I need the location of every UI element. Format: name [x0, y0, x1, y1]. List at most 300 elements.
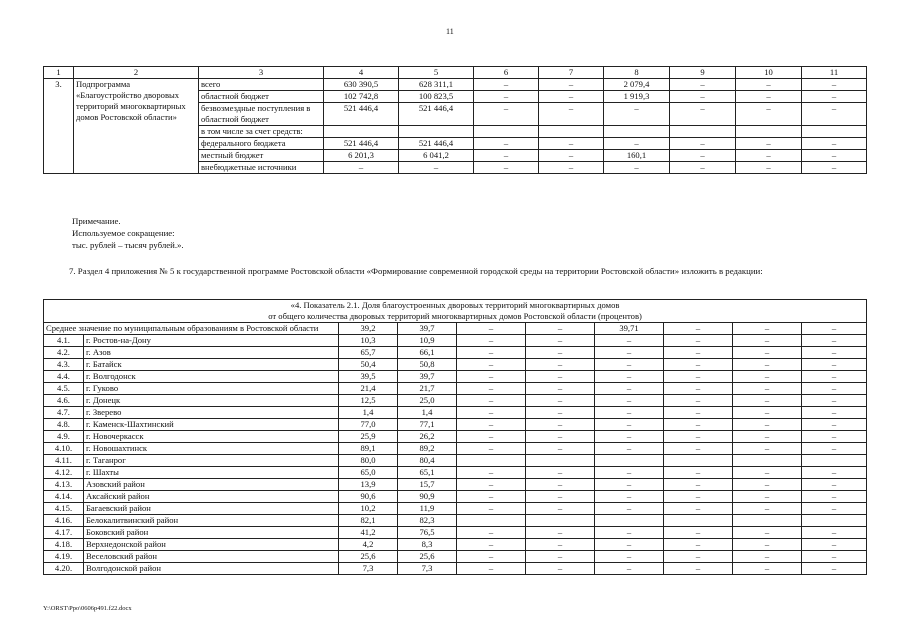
budget-cell: – — [604, 103, 670, 126]
municipality-name: г. Азов — [84, 347, 339, 359]
municipality-name: г. Шахты — [84, 467, 339, 479]
value-cell: 89,2 — [398, 443, 457, 455]
row-number: 4.10. — [44, 443, 84, 455]
budget-cell: 521 446,4 — [324, 103, 399, 126]
average-row — [44, 323, 867, 335]
funding-source: всего — [199, 79, 324, 91]
row-number: 4.11. — [44, 455, 84, 467]
indicator-title — [44, 300, 867, 323]
value-cell — [457, 515, 526, 527]
value-cell: – — [526, 539, 595, 551]
budget-cell — [670, 126, 736, 138]
value-cell: – — [595, 395, 664, 407]
value-cell: – — [733, 563, 802, 575]
value-cell: – — [457, 563, 526, 575]
table-row — [44, 443, 867, 455]
value-cell: – — [595, 491, 664, 503]
value-cell: – — [733, 527, 802, 539]
value-cell: – — [664, 431, 733, 443]
column-number: 4 — [324, 67, 399, 79]
value-cell — [595, 515, 664, 527]
value-cell: 10,3 — [339, 335, 398, 347]
value-cell: – — [526, 431, 595, 443]
value-cell: – — [457, 479, 526, 491]
budget-cell: – — [802, 150, 867, 162]
value-cell: – — [802, 551, 867, 563]
value-cell: – — [802, 479, 867, 491]
value-cell: – — [457, 551, 526, 563]
value-cell: 82,1 — [339, 515, 398, 527]
budget-cell: – — [474, 91, 539, 103]
file-path-footer: Y:\ORST\Ppo\0606p491.f22.docx — [43, 605, 132, 612]
value-cell: – — [595, 527, 664, 539]
budget-cell: – — [670, 138, 736, 150]
row-number: 4.5. — [44, 383, 84, 395]
budget-cell: – — [670, 79, 736, 91]
value-cell: – — [733, 335, 802, 347]
budget-cell: – — [670, 162, 736, 174]
budget-cell — [399, 126, 474, 138]
value-cell: – — [802, 407, 867, 419]
funding-source: безвозмездные поступления в областной бюджет — [199, 103, 324, 126]
header-row — [44, 67, 867, 79]
column-number: 6 — [474, 67, 539, 79]
budget-cell — [802, 126, 867, 138]
value-cell: 7,3 — [339, 563, 398, 575]
table-row — [44, 335, 867, 347]
budget-cell: 628 311,1 — [399, 79, 474, 91]
budget-cell: – — [399, 162, 474, 174]
value-cell: – — [595, 431, 664, 443]
budget-cell: – — [670, 91, 736, 103]
row-number: 4.1. — [44, 335, 84, 347]
value-cell: – — [457, 527, 526, 539]
value-cell: – — [802, 371, 867, 383]
budget-cell: 521 446,4 — [324, 138, 399, 150]
budget-cell: – — [670, 103, 736, 126]
municipality-name: г. Новочеркасск — [84, 431, 339, 443]
value-cell: 1,4 — [398, 407, 457, 419]
value-cell: – — [457, 395, 526, 407]
value-cell: – — [457, 383, 526, 395]
budget-cell: – — [539, 79, 604, 91]
budget-cell: – — [474, 150, 539, 162]
value-cell: 50,4 — [339, 359, 398, 371]
row-number: 4.2. — [44, 347, 84, 359]
average-cell: – — [664, 323, 733, 335]
column-number: 9 — [670, 67, 736, 79]
value-cell: – — [733, 395, 802, 407]
value-cell: – — [526, 563, 595, 575]
value-cell: – — [595, 383, 664, 395]
value-cell — [733, 515, 802, 527]
value-cell: 66,1 — [398, 347, 457, 359]
row-number: 4.6. — [44, 395, 84, 407]
funding-source: областной бюджет — [199, 91, 324, 103]
budget-cell: 160,1 — [604, 150, 670, 162]
value-cell: – — [733, 539, 802, 551]
value-cell — [664, 455, 733, 467]
budget-row — [44, 79, 867, 91]
municipality-name: Аксайский район — [84, 491, 339, 503]
page-number: 11 — [446, 27, 454, 36]
value-cell: – — [526, 383, 595, 395]
budget-cell: – — [802, 91, 867, 103]
value-cell: – — [457, 419, 526, 431]
value-cell: – — [664, 467, 733, 479]
value-cell: – — [733, 503, 802, 515]
budget-cell: – — [736, 138, 802, 150]
budget-cell: – — [539, 138, 604, 150]
value-cell: 21,4 — [339, 383, 398, 395]
budget-cell: 2 079,4 — [604, 79, 670, 91]
value-cell: – — [664, 347, 733, 359]
row-number: 4.19. — [44, 551, 84, 563]
value-cell: – — [664, 563, 733, 575]
table-row — [44, 539, 867, 551]
funding-source: местный бюджет — [199, 150, 324, 162]
table-row — [44, 359, 867, 371]
value-cell: 90,9 — [398, 491, 457, 503]
average-label: Среднее значение по муниципальным образованиям в Ростовской области — [44, 323, 339, 335]
budget-cell: – — [802, 138, 867, 150]
value-cell: – — [526, 491, 595, 503]
budget-cell: 521 446,4 — [399, 138, 474, 150]
value-cell: – — [664, 335, 733, 347]
budget-cell: – — [539, 103, 604, 126]
value-cell: 65,7 — [339, 347, 398, 359]
budget-cell: – — [539, 91, 604, 103]
value-cell — [802, 515, 867, 527]
row-number: 4.14. — [44, 491, 84, 503]
municipality-name: Верхнедонской район — [84, 539, 339, 551]
value-cell: 77,1 — [398, 419, 457, 431]
budget-cell — [604, 126, 670, 138]
value-cell: – — [664, 479, 733, 491]
municipality-name: г. Новошахтинск — [84, 443, 339, 455]
budget-cell: 630 390,5 — [324, 79, 399, 91]
average-cell: – — [457, 323, 526, 335]
row-number: 4.3. — [44, 359, 84, 371]
value-cell: 50,8 — [398, 359, 457, 371]
value-cell: 12,5 — [339, 395, 398, 407]
table-row — [44, 347, 867, 359]
value-cell: – — [664, 383, 733, 395]
value-cell: 10,2 — [339, 503, 398, 515]
value-cell: 1,4 — [339, 407, 398, 419]
funding-source: в том числе за счет средств: — [199, 126, 324, 138]
value-cell: – — [664, 491, 733, 503]
note-abbrev-value: тыс. рублей – тысяч рублей.». — [72, 240, 184, 250]
value-cell: 25,6 — [339, 551, 398, 563]
value-cell: – — [802, 539, 867, 551]
value-cell: 21,7 — [398, 383, 457, 395]
average-cell: – — [733, 323, 802, 335]
table-row — [44, 419, 867, 431]
value-cell: – — [526, 347, 595, 359]
municipality-name: Белокалитвинский район — [84, 515, 339, 527]
funding-source: внебюджетные источники — [199, 162, 324, 174]
value-cell: – — [457, 359, 526, 371]
table-row — [44, 551, 867, 563]
value-cell: – — [802, 359, 867, 371]
row-number: 3. — [44, 79, 74, 174]
value-cell: – — [457, 539, 526, 551]
row-number: 4.13. — [44, 479, 84, 491]
value-cell: – — [457, 467, 526, 479]
value-cell: – — [802, 443, 867, 455]
value-cell: – — [802, 419, 867, 431]
value-cell: – — [802, 431, 867, 443]
value-cell: 26,2 — [398, 431, 457, 443]
budget-cell: – — [474, 162, 539, 174]
value-cell: 41,2 — [339, 527, 398, 539]
value-cell: – — [802, 347, 867, 359]
value-cell: – — [733, 443, 802, 455]
value-cell: – — [526, 359, 595, 371]
value-cell: 13,9 — [339, 479, 398, 491]
row-number: 4.16. — [44, 515, 84, 527]
row-number: 4.12. — [44, 467, 84, 479]
value-cell: – — [457, 371, 526, 383]
table-row — [44, 503, 867, 515]
value-cell: 89,1 — [339, 443, 398, 455]
value-cell: – — [595, 467, 664, 479]
value-cell: – — [526, 335, 595, 347]
value-cell: – — [664, 371, 733, 383]
municipality-name: г. Волгодонск — [84, 371, 339, 383]
value-cell: 80,0 — [339, 455, 398, 467]
value-cell: 39,5 — [339, 371, 398, 383]
value-cell: – — [733, 383, 802, 395]
value-cell: 4,2 — [339, 539, 398, 551]
indicator-title-line1: «4. Показатель 2.1. Доля благоустроенных дворовых территорий многоквартирных домов — [290, 300, 620, 310]
budget-cell: – — [604, 162, 670, 174]
table-row — [44, 383, 867, 395]
budget-cell: 521 446,4 — [399, 103, 474, 126]
budget-cell: 6 041,2 — [399, 150, 474, 162]
indicator-table — [43, 299, 867, 575]
value-cell: – — [802, 467, 867, 479]
value-cell: – — [802, 335, 867, 347]
value-cell: 7,3 — [398, 563, 457, 575]
budget-cell: – — [736, 103, 802, 126]
indicator-title-line2: от общего количества дворовых территорий многоквартирных домов Ростовской области (процентов) — [268, 311, 642, 321]
note-title: Примечание. — [72, 216, 121, 226]
average-cell: – — [802, 323, 867, 335]
row-number: 4.20. — [44, 563, 84, 575]
value-cell: – — [733, 371, 802, 383]
municipality-name: Багаевский район — [84, 503, 339, 515]
table-row — [44, 467, 867, 479]
value-cell: – — [595, 479, 664, 491]
funding-source: федерального бюджета — [199, 138, 324, 150]
budget-cell: – — [802, 79, 867, 91]
value-cell: – — [526, 527, 595, 539]
value-cell: – — [595, 347, 664, 359]
value-cell: – — [664, 503, 733, 515]
municipality-name: Боковский район — [84, 527, 339, 539]
municipality-name: Азовский район — [84, 479, 339, 491]
value-cell — [802, 455, 867, 467]
value-cell: – — [526, 443, 595, 455]
note-abbrev: Используемое сокращение: — [72, 228, 175, 238]
value-cell: – — [733, 431, 802, 443]
value-cell: – — [595, 371, 664, 383]
column-number: 3 — [199, 67, 324, 79]
value-cell: 65,1 — [398, 467, 457, 479]
value-cell: – — [457, 491, 526, 503]
value-cell: – — [664, 443, 733, 455]
value-cell: – — [733, 407, 802, 419]
value-cell: – — [733, 467, 802, 479]
value-cell: – — [802, 563, 867, 575]
value-cell: – — [733, 359, 802, 371]
value-cell: – — [802, 527, 867, 539]
table-row — [44, 563, 867, 575]
budget-cell: – — [604, 138, 670, 150]
column-number: 7 — [539, 67, 604, 79]
value-cell: – — [457, 347, 526, 359]
value-cell: – — [802, 491, 867, 503]
column-number: 10 — [736, 67, 802, 79]
budget-cell: 1 919,3 — [604, 91, 670, 103]
table-row — [44, 395, 867, 407]
budget-cell: – — [474, 103, 539, 126]
budget-cell: – — [670, 150, 736, 162]
value-cell: – — [457, 503, 526, 515]
value-cell: – — [526, 479, 595, 491]
value-cell: – — [595, 407, 664, 419]
value-cell: – — [526, 467, 595, 479]
average-cell: 39,7 — [398, 323, 457, 335]
table-row — [44, 515, 867, 527]
budget-cell: – — [736, 79, 802, 91]
column-number: 11 — [802, 67, 867, 79]
budget-cell: – — [324, 162, 399, 174]
value-cell — [457, 455, 526, 467]
value-cell: 25,0 — [398, 395, 457, 407]
municipality-name: г. Батайск — [84, 359, 339, 371]
value-cell — [595, 455, 664, 467]
column-number: 5 — [399, 67, 474, 79]
value-cell: – — [595, 539, 664, 551]
budget-cell: 102 742,8 — [324, 91, 399, 103]
row-number: 4.4. — [44, 371, 84, 383]
value-cell: – — [595, 563, 664, 575]
value-cell: – — [733, 551, 802, 563]
value-cell: – — [526, 419, 595, 431]
value-cell: – — [595, 503, 664, 515]
value-cell: – — [802, 503, 867, 515]
value-cell: 76,5 — [398, 527, 457, 539]
table-row — [44, 491, 867, 503]
average-cell: 39,2 — [339, 323, 398, 335]
value-cell: – — [526, 551, 595, 563]
program-name: Подпрограмма «Благоустройство дворовых территорий многоквартирных домов Ростовской области» — [74, 79, 199, 174]
value-cell: – — [733, 491, 802, 503]
value-cell: – — [595, 443, 664, 455]
municipality-name: г. Таганрог — [84, 455, 339, 467]
budget-cell: – — [539, 162, 604, 174]
value-cell — [664, 515, 733, 527]
row-number: 4.9. — [44, 431, 84, 443]
budget-cell: – — [474, 79, 539, 91]
municipality-name: Веселовский район — [84, 551, 339, 563]
column-number: 1 — [44, 67, 74, 79]
value-cell: – — [595, 335, 664, 347]
value-cell: – — [664, 419, 733, 431]
table-row — [44, 455, 867, 467]
table-row — [44, 527, 867, 539]
row-number: 4.17. — [44, 527, 84, 539]
row-number: 4.15. — [44, 503, 84, 515]
value-cell: – — [526, 395, 595, 407]
row-number: 4.7. — [44, 407, 84, 419]
budget-cell: – — [736, 91, 802, 103]
paragraph-7: 7. Раздел 4 приложения № 5 к государственной программе Ростовской области «Формирование современной городской среды на территории Ростовской области» изложить в редакции: — [69, 266, 763, 276]
municipality-name: г. Зверево — [84, 407, 339, 419]
value-cell: – — [595, 359, 664, 371]
value-cell: 10,9 — [398, 335, 457, 347]
budget-cell — [324, 126, 399, 138]
budget-cell: – — [802, 162, 867, 174]
value-cell: – — [457, 335, 526, 347]
value-cell: – — [457, 431, 526, 443]
value-cell: – — [664, 407, 733, 419]
value-cell: – — [526, 407, 595, 419]
value-cell: – — [526, 503, 595, 515]
municipality-name: г. Донецк — [84, 395, 339, 407]
budget-cell: 6 201,3 — [324, 150, 399, 162]
municipality-name: г. Гуково — [84, 383, 339, 395]
value-cell: 65,0 — [339, 467, 398, 479]
table-row — [44, 479, 867, 491]
budget-cell: – — [736, 150, 802, 162]
value-cell — [733, 455, 802, 467]
row-number: 4.18. — [44, 539, 84, 551]
budget-cell: – — [474, 138, 539, 150]
value-cell: 15,7 — [398, 479, 457, 491]
municipality-name: Волгодонской район — [84, 563, 339, 575]
municipality-name: г. Каменск-Шахтинский — [84, 419, 339, 431]
budget-cell: – — [539, 150, 604, 162]
average-cell: – — [526, 323, 595, 335]
budget-cell: 100 823,5 — [399, 91, 474, 103]
value-cell: – — [664, 539, 733, 551]
value-cell — [526, 515, 595, 527]
value-cell: – — [733, 347, 802, 359]
value-cell: – — [802, 383, 867, 395]
table-row — [44, 371, 867, 383]
value-cell: – — [802, 395, 867, 407]
budget-cell — [539, 126, 604, 138]
value-cell: 82,3 — [398, 515, 457, 527]
value-cell: 25,6 — [398, 551, 457, 563]
budget-table — [43, 66, 867, 174]
value-cell: – — [526, 371, 595, 383]
average-cell: 39,71 — [595, 323, 664, 335]
budget-cell — [736, 126, 802, 138]
column-number: 8 — [604, 67, 670, 79]
value-cell: 39,7 — [398, 371, 457, 383]
table-row — [44, 431, 867, 443]
budget-cell: – — [802, 103, 867, 126]
municipality-name: г. Ростов-на-Дону — [84, 335, 339, 347]
row-number: 4.8. — [44, 419, 84, 431]
value-cell: 77,0 — [339, 419, 398, 431]
table-row — [44, 407, 867, 419]
